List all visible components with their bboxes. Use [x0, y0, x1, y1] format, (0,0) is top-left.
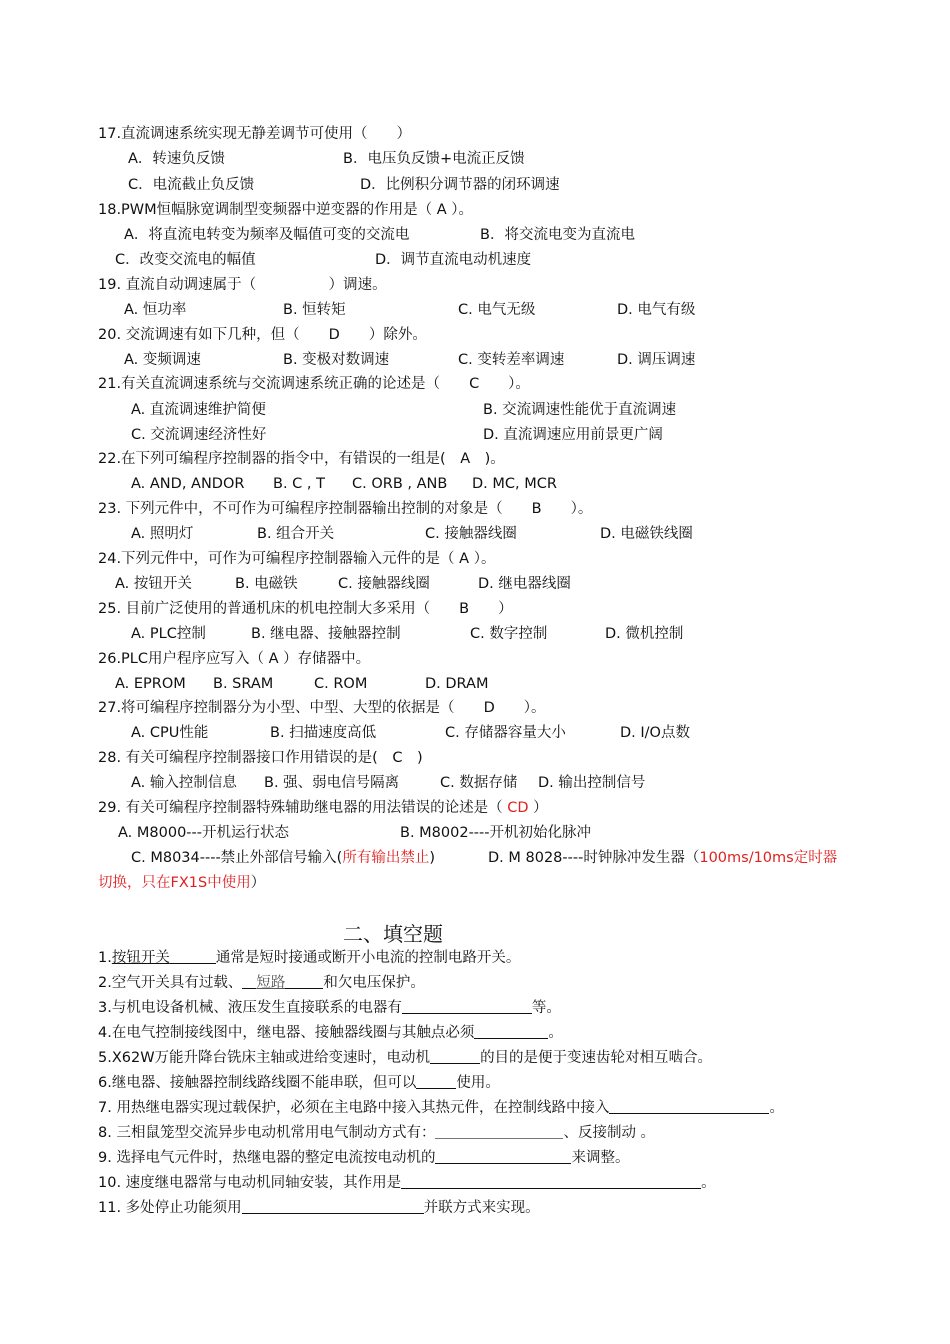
option-a: A．将直流电转变为频率及幅值可变的交流电: [124, 227, 410, 243]
option-b: B. 变极对数调速: [283, 352, 390, 368]
fill-question-4: 4.在电气控制接线图中，继电器、接触器线圈与其触点必须 。: [98, 1022, 563, 1043]
answer: A: [460, 451, 471, 467]
fill-question-8: 8. 三相鼠笼型交流异步电动机常用电气制动方式有： 、反接制动 。: [98, 1122, 655, 1143]
question-24-stem: 24.下列元件中，可作为可编程序控制器输入元件的是（ A ）。: [98, 551, 496, 567]
option-d: D. 微机控制: [605, 626, 684, 642]
option-d: D．比例积分调节器的闭环调速: [360, 177, 560, 193]
blank-line: [402, 997, 532, 1014]
option-a: A. CPU性能: [131, 725, 209, 741]
section-title: 二、填空题: [343, 922, 443, 946]
option-a: A. AND, ANDOR: [131, 476, 245, 492]
fill-question-10: 10. 速度继电器常与电动机同轴安装，其作用是 。: [98, 1172, 716, 1193]
blank-line: [435, 1122, 563, 1139]
option-c: C. 数字控制: [470, 626, 548, 642]
answer: B: [531, 501, 542, 517]
question-28-stem: 28. 有关可编程序控制器接口作用错误的是( C ): [98, 750, 423, 766]
option-c: C. 电气无级: [458, 302, 536, 318]
question-29-option-d-continued: 切换，只在FX1S中使用）: [98, 875, 266, 891]
blank-line: [474, 1022, 548, 1039]
option-c: C．改变交流电的幅值: [115, 252, 256, 268]
option-a: A. 按钮开关: [115, 576, 192, 592]
question-22-stem: 22.在下列可编程序控制器的指令中，有错误的一组是( A )。: [98, 451, 505, 467]
option-d: D. 调压调速: [617, 352, 696, 368]
answer: A: [268, 651, 279, 667]
option-b: B. 交流调速性能优于直流调速: [483, 402, 677, 418]
blank-line: [609, 1097, 769, 1114]
fill-question-9: 9. 选择电气元件时，热继电器的整定电流按电动机的 来调整。: [98, 1147, 629, 1168]
option-c: C. 交流调速经济性好: [131, 427, 267, 443]
blank-line: [242, 972, 256, 989]
option-d: D. 直流调速应用前景更广阔: [483, 427, 663, 443]
question-26-stem: 26.PLC用户程序应写入（ A ）存储器中。: [98, 651, 371, 667]
question-29-stem: 29. 有关可编程序控制器特殊辅助继电器的用法错误的论述是（ CD ）: [98, 800, 548, 816]
answer: D: [483, 700, 495, 716]
option-d: D. 输出控制信号: [538, 775, 646, 791]
blank-line: [242, 1197, 424, 1214]
answer: A: [459, 551, 470, 567]
option-b: B. SRAM: [213, 676, 274, 692]
blank-line: [285, 972, 323, 989]
answer: C: [392, 750, 403, 766]
option-c: C．电流截止负反馈: [128, 177, 255, 193]
option-b: B. 扫描速度高低: [270, 725, 377, 741]
option-a: A. 恒功率: [124, 302, 187, 318]
option-d: D. MC, MCR: [472, 476, 557, 492]
option-c: C. M8034----禁止外部信号输入(所有输出禁止): [131, 850, 436, 866]
option-d: D．调节直流电动机速度: [375, 252, 532, 268]
fill-question-2: 2.空气开关具有过载、 短路 和欠电压保护。: [98, 972, 425, 993]
question-23-stem: 23. 下列元件中，不可作为可编程序控制器输出控制的对象是（ B ）。: [98, 501, 593, 517]
fill-question-7: 7. 用热继电器实现过载保护，必须在主电路中接入其热元件，在控制线路中接入 。: [98, 1097, 784, 1118]
option-c: C. 存储器容量大小: [445, 725, 566, 741]
fill-question-1: 1.按钮开关 通常是短时接通或断开小电流的控制电路开关。: [98, 947, 520, 968]
fill-question-5: 5.X62W万能升降台铣床主轴或进给变速时，电动机 的目的是便于变速齿轮对相互啮合。: [98, 1047, 712, 1068]
option-c: C. ORB , ANB: [352, 476, 448, 492]
option-c: C. 接触器线圈: [425, 526, 517, 542]
option-d: D. 电磁铁线圈: [600, 526, 693, 542]
fill-question-11: 11. 多处停止功能须用 并联方式来实现。: [98, 1197, 540, 1218]
option-a: A. 输入控制信息: [131, 775, 237, 791]
fill-question-3: 3.与机电设备机械、液压发生直接联系的电器有 等。: [98, 997, 561, 1018]
option-d: D. I/O点数: [620, 725, 690, 741]
option-c: C. 接触器线圈: [338, 576, 430, 592]
option-d: D. M 8028----时钟脉冲发生器（100ms/10ms定时器: [488, 850, 838, 866]
option-b: B. 继电器、接触器控制: [251, 626, 401, 642]
option-b: B. 电磁铁: [235, 576, 298, 592]
answer: A: [436, 202, 447, 218]
fill-question-6: 6.继电器、接触器控制线路线圈不能串联，但可以 使用。: [98, 1072, 500, 1093]
option-a: A. 直流调速维护简便: [131, 402, 266, 418]
blank-line: [401, 1172, 701, 1189]
answer: CD: [507, 800, 529, 816]
option-a: A. PLC控制: [131, 626, 206, 642]
question-18-stem: 18.PWM恒幅脉宽调制型变频器中逆变器的作用是（ A ）。: [98, 202, 474, 218]
option-d: D. 电气有级: [617, 302, 696, 318]
blank-line: [435, 1147, 571, 1164]
question-25-stem: 25. 目前广泛使用的普通机床的机电控制大多采用（ B ）: [98, 601, 513, 617]
filled-answer: 按钮开关: [111, 950, 170, 966]
blank-line: [170, 947, 216, 964]
answer: D: [328, 327, 340, 343]
answer: B: [459, 601, 470, 617]
question-19-stem: 19. 直流自动调速属于（ ）调速。: [98, 277, 387, 293]
option-d: D. DRAM: [425, 676, 489, 692]
option-b: B. C , T: [273, 476, 325, 492]
option-a: A．转速负反馈: [128, 151, 225, 167]
option-b: B．电压负反馈+电流正反馈: [343, 151, 525, 167]
option-a: A. M8000---开机运行状态: [118, 825, 289, 841]
answer: C: [469, 376, 480, 392]
option-b: B．将交流电变为直流电: [480, 227, 635, 243]
question-21-stem: 21.有关直流调速系统与交流调速系统正确的论述是（ C ）。: [98, 376, 530, 392]
option-b: B. 强、弱电信号隔离: [264, 775, 400, 791]
option-d: D. 继电器线圈: [478, 576, 571, 592]
option-b: B. 组合开关: [257, 526, 335, 542]
filled-answer: 短路: [256, 975, 286, 991]
option-a: A. 变频调速: [124, 352, 201, 368]
question-17-stem: 17.直流调速系统实现无静差调节可使用（ ）: [98, 126, 412, 142]
option-c: C. 数据存储: [440, 775, 518, 791]
option-b: B. M8002----开机初始化脉冲: [400, 825, 592, 841]
blank-line: [430, 1047, 480, 1064]
option-b: B. 恒转矩: [283, 302, 346, 318]
blank-line: [416, 1072, 456, 1089]
option-c: C. ROM: [314, 676, 368, 692]
option-a: A. 照明灯: [131, 526, 194, 542]
question-20-stem: 20. 交流调速有如下几种，但（ D ）除外。: [98, 327, 427, 343]
option-c: C. 变转差率调速: [458, 352, 565, 368]
question-27-stem: 27.将可编程序控制器分为小型、中型、大型的依据是（ D ）。: [98, 700, 546, 716]
option-a: A. EPROM: [115, 676, 186, 692]
